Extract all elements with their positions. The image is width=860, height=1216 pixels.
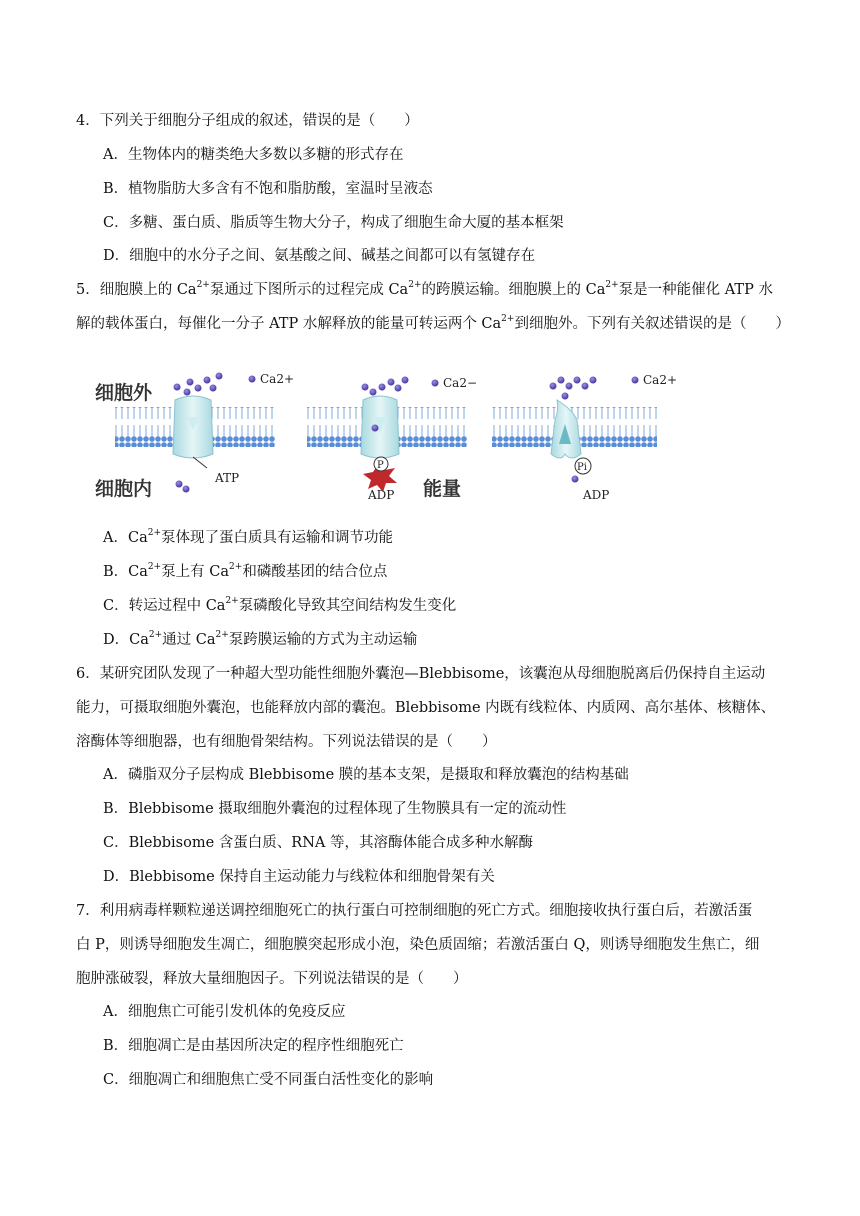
q5-option-a: A．$Ca^{2+}$泵体现了蛋白质具有运输和调节功能 — [103, 528, 393, 546]
q5-option-d: D．$Ca^{2+}$通过 $Ca^{2+}$泵跨膜运输的方式为主动运输 — [103, 630, 418, 648]
calcium-pump-diagram — [95, 362, 685, 502]
panel-3 — [492, 373, 677, 502]
q6-option-c: C．Blebbisome 含蛋白质、RNA 等，其溶酶体能合成多种水解酶 — [103, 835, 533, 851]
p-label: P — [377, 460, 384, 471]
outside-label: 细胞外 — [95, 382, 153, 404]
q7-option-a: A．细胞焦亡可能引发机体的免疫反应 — [103, 1004, 346, 1020]
ion-label-3: Ca2+ — [643, 373, 678, 387]
adp-label-2: ADP — [583, 488, 610, 502]
q6-stem-line1: 6．某研究团队发现了一种超大型功能性细胞外囊泡—Blebbisome，该囊泡从母细胞脱离后仍保持自主运动 — [76, 666, 766, 682]
q6-option-b: B．Blebbisome 摄取细胞外囊泡的过程体现了生物膜具有一定的流动性 — [103, 801, 567, 817]
q6-stem-line2: 能力，可摄取细胞外囊泡，也能释放内部的囊泡。Blebbisome 内既有线粒体、内质网、高尔基体、核糖体、 — [76, 700, 776, 716]
q7-option-c: C．细胞凋亡和细胞焦亡受不同蛋白活性变化的影响 — [103, 1072, 434, 1088]
q4-option-c: C．多糖、蛋白质、脂质等生物大分子，构成了细胞生命大厦的基本框架 — [103, 215, 564, 231]
panel-2 — [307, 376, 477, 502]
inside-label: 细胞内 — [95, 478, 153, 500]
atp-label: ATP — [215, 471, 240, 485]
q6-stem-line3: 溶酶体等细胞器，也有细胞骨架结构。下列说法错误的是（ ） — [76, 734, 497, 750]
q4-option-b: B．植物脂肪大多含有不饱和脂肪酸，室温时呈液态 — [103, 181, 433, 197]
q4-option-a: A．生物体内的糖类绝大多数以多糖的形式存在 — [103, 147, 404, 163]
ion-label-2: Ca2− — [443, 376, 478, 390]
q5-option-c: C．转运过程中 $Ca^{2+}$泵磷酸化导致其空间结构发生变化 — [103, 596, 457, 614]
q7-option-b: B．细胞凋亡是由基因所决定的程序性细胞死亡 — [103, 1038, 404, 1054]
pi-label: Pi — [577, 462, 587, 473]
q4-stem: 4．下列关于细胞分子组成的叙述，错误的是（ ） — [76, 113, 419, 129]
q7-stem-line1: 7．利用病毒样颗粒递送调控细胞死亡的执行蛋白可控制细胞的死亡方式。细胞接收执行蛋白后，若激活蛋 — [76, 903, 753, 919]
q5-option-b: B．$Ca^{2+}$泵上有 $Ca^{2+}$和磷酸基团的结合位点 — [103, 562, 388, 580]
panel-1 — [95, 372, 294, 500]
q7-stem-line2: 白 P，则诱导细胞发生凋亡，细胞膜突起形成小泡，染色质固缩；若激活蛋白 Q，则诱导细胞发生焦亡，细 — [76, 937, 760, 953]
ion-label-1: Ca2+ — [260, 372, 295, 386]
q4-option-d: D．细胞中的水分子之间、氨基酸之间、碱基之间都可以有氢键存在 — [103, 248, 536, 264]
energy-label: 能量 — [423, 478, 462, 500]
q7-stem-line3: 胞肿涨破裂，释放大量细胞因子。下列说法错误的是（ ） — [76, 971, 468, 987]
q6-option-a: A．磷脂双分子层构成 Blebbisome 膜的基本支架，是摄取和释放囊泡的结构基础 — [103, 767, 629, 783]
q5-stem-line2: 解的载体蛋白，每催化一分子 ATP 水解释放的能量可转运两个 $Ca^{2+}$到细胞外。下列有关叙述错误的是（ ） — [76, 314, 790, 332]
adp-label-1: ADP — [368, 488, 395, 502]
q6-option-d: D．Blebbisome 保持自主运动能力与线粒体和细胞骨架有关 — [103, 869, 495, 885]
q5-stem-line1: 5．细胞膜上的 $Ca^{2+}$泵通过下图所示的过程完成 $Ca^{2+}$的跨膜运输。细胞膜上的 $Ca^{2+}$泵是一种能催化 ATP 水 — [76, 280, 773, 298]
